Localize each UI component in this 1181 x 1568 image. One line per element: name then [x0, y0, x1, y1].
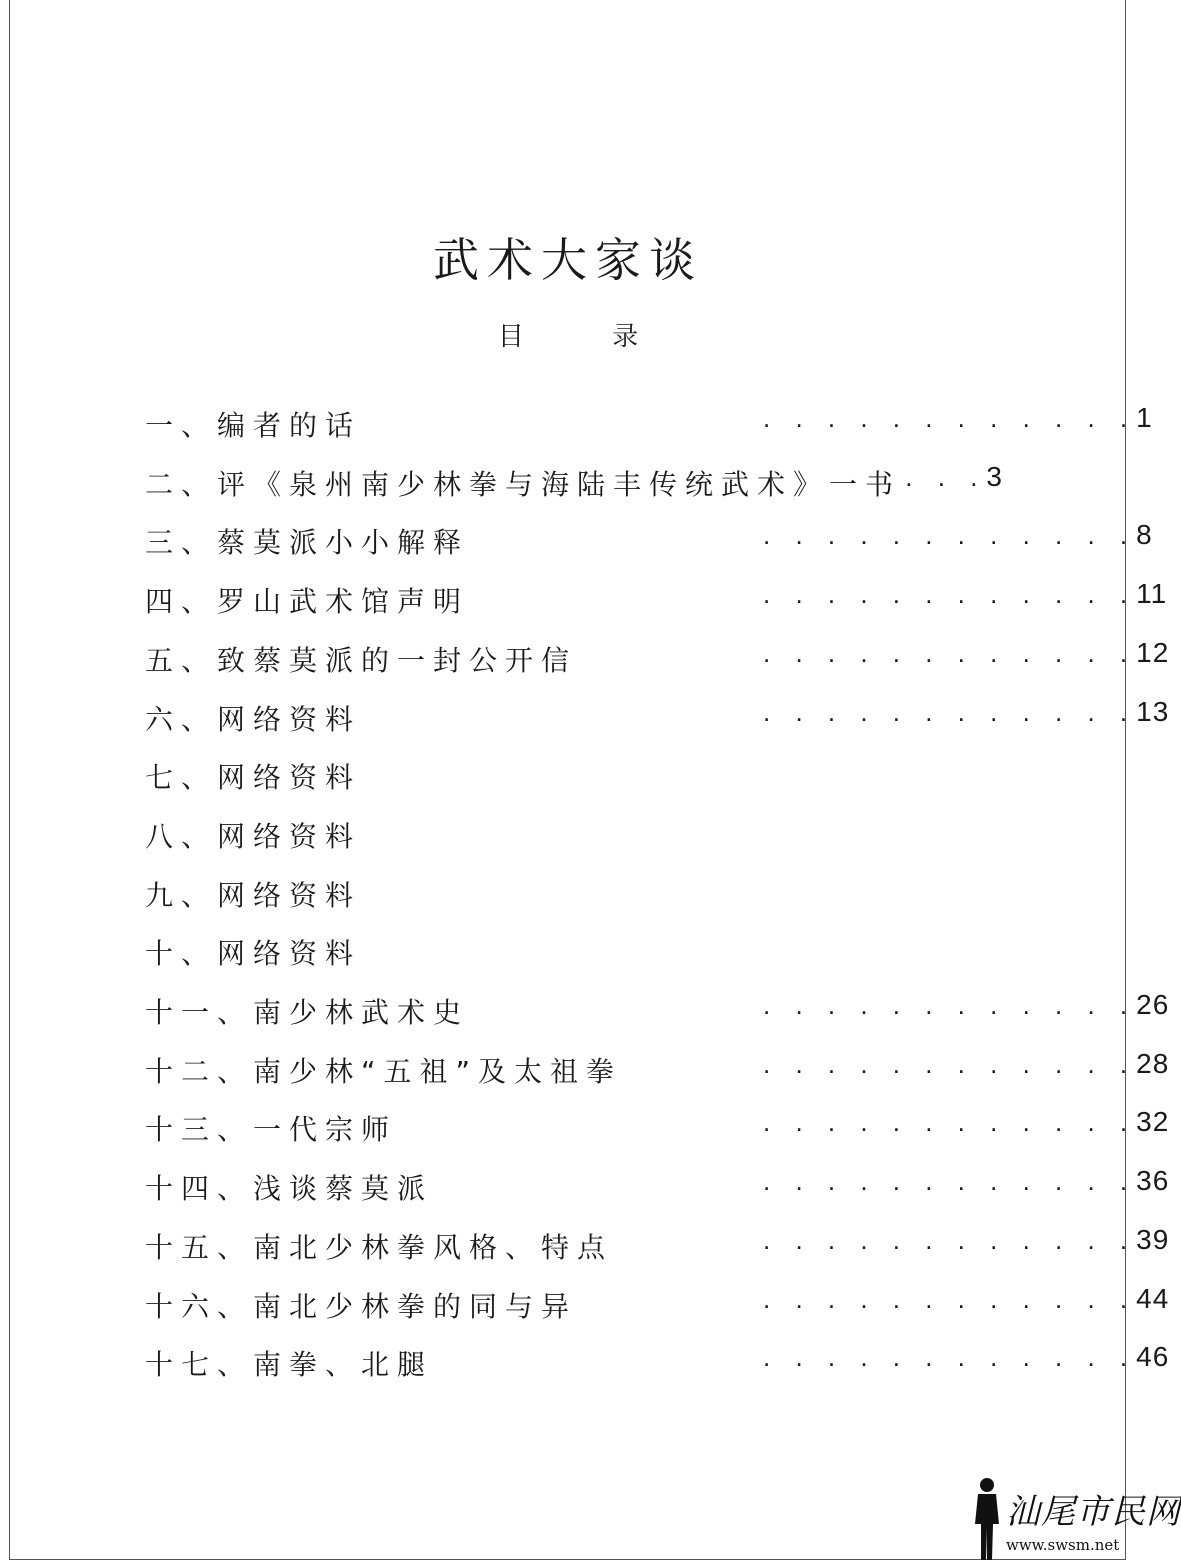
toc-entry[interactable]: [145, 1275, 1170, 1333]
toc-entry[interactable]: [145, 1098, 1170, 1156]
toc-leader-dots: . . . . . . . . . . . .: [763, 637, 1137, 668]
toc-entry[interactable]: [145, 629, 1170, 687]
toc-entry-label: 十四、浅谈蔡莫派: [145, 1172, 434, 1206]
toc-entry-label: 四、罗山武术馆声明: [145, 585, 470, 619]
toc-entry[interactable]: [145, 805, 1005, 863]
toc-entry-label: 七、网络资料: [145, 761, 362, 795]
toc-page-number: 8: [1136, 519, 1153, 551]
toc-entry-page-ref: [763, 578, 1168, 610]
toc-entry[interactable]: [145, 570, 1168, 628]
toc-entry[interactable]: [145, 922, 1005, 980]
toc-entry[interactable]: [145, 1157, 1170, 1215]
toc-leader-dots: . . . . . . . . . . . .: [763, 1166, 1137, 1197]
toc-page-number: 13: [1136, 695, 1170, 727]
toc-entry[interactable]: [145, 1040, 1170, 1098]
toc-leader-dots: . . .: [905, 461, 987, 492]
toc-entry-label: 五、致蔡莫派的一封公开信: [145, 643, 578, 677]
toc-entry-page-ref: [763, 1223, 1170, 1256]
toc-entry-label: 一、编者的话: [145, 409, 362, 442]
toc-entry-label: 十二、南少林“五祖”及太祖拳: [145, 1054, 623, 1088]
toc-entry-page-ref: [763, 519, 1153, 551]
toc-entry-label: 九、网络资料: [145, 878, 362, 912]
toc-entry-label: 二、评《泉州南少林拳与海陆丰传统武术》一书: [145, 467, 902, 501]
toc-entry-label: 十六、南北少林拳的同与异: [145, 1289, 578, 1323]
toc-entry-page-ref: [763, 1165, 1170, 1197]
toc-entry-page-ref: [763, 461, 1003, 493]
toc-leader-dots: . . . . . . . . . . . .: [763, 1048, 1137, 1079]
toc-entry[interactable]: [145, 511, 1153, 569]
toc-leader-dots: . . . . . . . . . . . .: [763, 403, 1137, 433]
toc-entry[interactable]: [145, 1216, 1170, 1274]
toc-entry[interactable]: [145, 394, 1153, 452]
toc-entry-page-ref: [763, 1106, 1170, 1138]
toc-page-number: 44: [1136, 1282, 1170, 1314]
watermark-url[interactable]: www.swsm.net: [1006, 1536, 1120, 1554]
toc-leader-dots: . . . . . . . . . . . .: [763, 1224, 1137, 1255]
toc-leader-dots: . . . . . . . . . . . .: [763, 1107, 1137, 1138]
toc-page-number: 26: [1136, 989, 1170, 1020]
toc-page-number: 36: [1136, 1165, 1170, 1197]
toc-heading: 目 录: [497, 322, 679, 352]
page-title: 武术大家谈: [433, 233, 703, 287]
toc-entry-page-ref: [763, 636, 1170, 669]
toc-page-number: 39: [1136, 1223, 1170, 1255]
toc-page-number: 32: [1136, 1106, 1170, 1138]
toc-page-number: 46: [1136, 1341, 1170, 1373]
toc-entry[interactable]: [145, 453, 1005, 511]
toc-entry-page-ref: [763, 989, 1170, 1021]
toc-page-number: 1: [1136, 402, 1153, 433]
toc-leader-dots: . . . . . . . . . . . .: [763, 696, 1137, 727]
toc-entry-label: 十一、南少林武术史: [145, 996, 470, 1029]
toc-entry-page-ref: [763, 1341, 1170, 1373]
toc-entry-label: 六、网络资料: [145, 702, 362, 736]
toc-entry-label: 十五、南北少林拳风格、特点: [145, 1230, 614, 1264]
toc-entry[interactable]: [145, 864, 1005, 922]
toc-leader-dots: . . . . . . . . . . . .: [763, 579, 1137, 610]
toc-entry-page-ref: [763, 1282, 1170, 1315]
toc-entry[interactable]: [145, 1333, 1170, 1391]
toc-entry-label: 十三、一代宗师: [145, 1113, 398, 1147]
toc-page-number: 3: [986, 460, 1003, 492]
figure-icon: [970, 1476, 1004, 1564]
toc-leader-dots: . . . . . . . . . . . .: [763, 1342, 1137, 1373]
toc-entry[interactable]: [145, 688, 1170, 746]
toc-leader-dots: . . . . . . . . . . . .: [763, 520, 1137, 551]
toc-page-number: 11: [1136, 578, 1168, 610]
toc-entry-label: 十、网络资料: [145, 937, 362, 971]
toc-entry-page-ref: [763, 402, 1153, 434]
toc-entry-page-ref: [763, 1047, 1170, 1080]
watermark-text: 汕尾市民网: [1006, 1492, 1181, 1532]
site-watermark: [970, 1476, 1181, 1564]
toc-leader-dots: . . . . . . . . . . . .: [763, 1283, 1137, 1314]
toc-entry[interactable]: [145, 981, 1170, 1039]
toc-page-number: 28: [1136, 1047, 1170, 1079]
toc-page-number: 12: [1136, 636, 1170, 668]
toc-leader-dots: . . . . . . . . . . . .: [763, 990, 1137, 1020]
toc-entry-page-ref: [763, 695, 1170, 728]
toc-entry-label: 十七、南拳、北腿: [145, 1348, 434, 1382]
toc-entry-label: 八、网络资料: [145, 819, 362, 853]
toc-entry-label: 三、蔡莫派小小解释: [145, 526, 470, 560]
toc-entry[interactable]: [145, 746, 1005, 804]
